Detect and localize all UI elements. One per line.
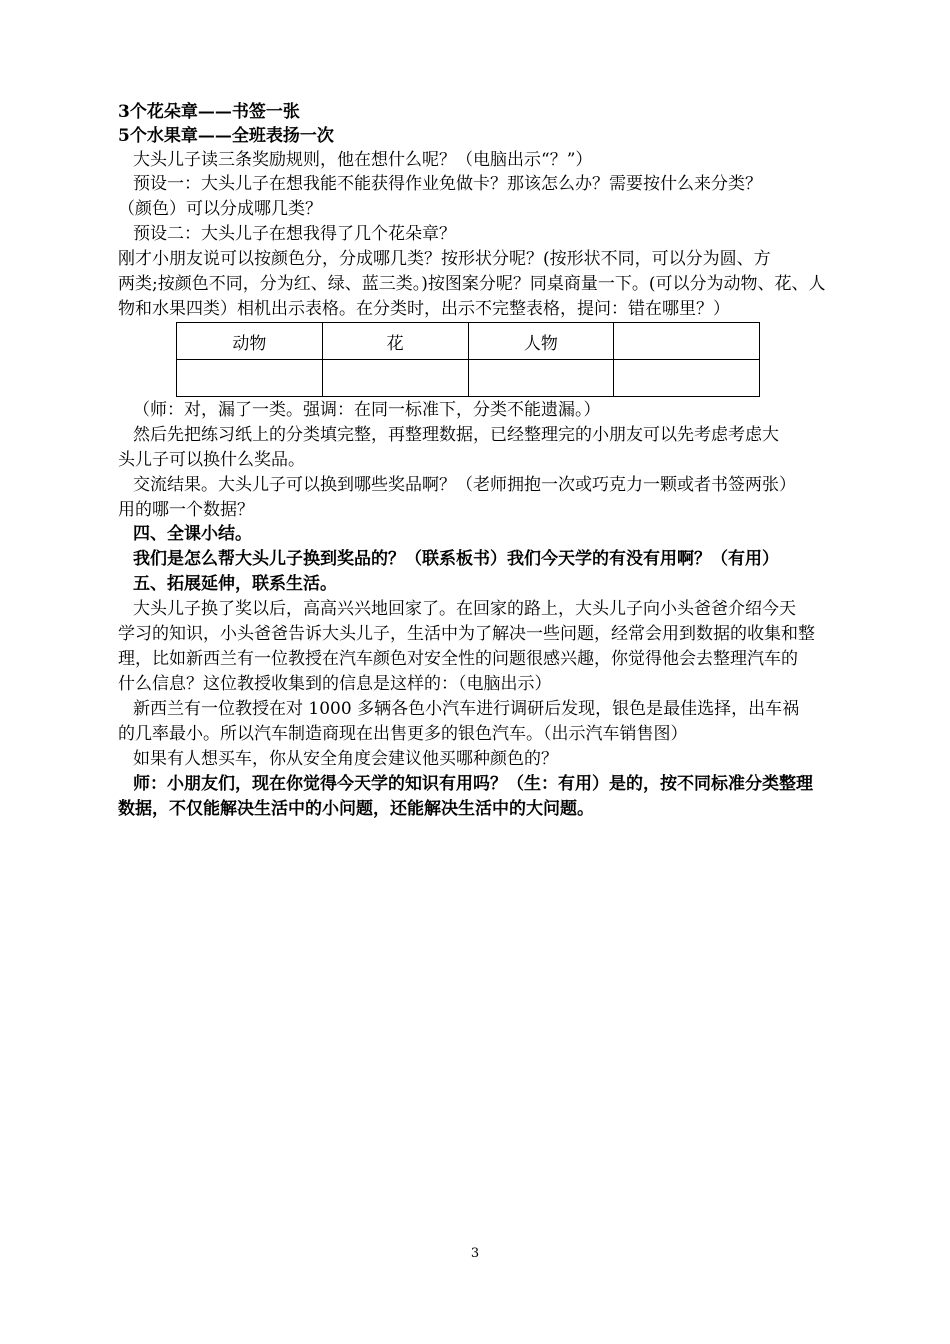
paragraph-line: 新西兰有一位教授在对 1000 多辆各色小汽车进行调研后发现，银色是最佳选择，出车祸 bbox=[133, 699, 800, 719]
classification-table bbox=[176, 322, 760, 397]
paragraph-line: 什么信息？这位教授收集到的信息是这样的：（电脑出示） bbox=[118, 674, 552, 694]
paragraph-line: 然后先把练习纸上的分类填完整，再整理数据，已经整理完的小朋友可以先考虑考虑大 bbox=[133, 425, 779, 445]
paragraph-line: 师：小朋友们，现在你觉得今天学的知识有用吗？（生：有用）是的，按不同标准分类整理 bbox=[133, 774, 813, 794]
paragraph-line: 预设二：大头儿子在想我得了几个花朵章？ bbox=[133, 224, 456, 244]
paragraph-line: 用的哪一个数据？ bbox=[118, 500, 254, 520]
paragraph-line: 头儿子可以换什么奖品。 bbox=[118, 450, 305, 470]
page-number: 3 bbox=[470, 1246, 480, 1261]
paragraph-line: 交流结果。大头儿子可以换到哪些奖品啊？（老师拥抱一次或巧克力一颗或者书签两张） bbox=[133, 475, 796, 495]
paragraph-line: 的几率最小。所以汽车制造商现在出售更多的银色汽车。（出示汽车销售图） bbox=[118, 724, 688, 744]
paragraph-line: 大头儿子读三条奖励规则，他在想什么呢？（电脑出示“？”） bbox=[133, 150, 593, 170]
reward-rule-fruit: 5个水果章——全班表扬一次 bbox=[118, 126, 334, 146]
table-header-cell: 花 bbox=[322, 323, 468, 360]
table-cell bbox=[468, 360, 614, 397]
table-header-cell: 人物 bbox=[468, 323, 614, 360]
table-cell bbox=[614, 360, 760, 397]
paragraph-line: 数据，不仅能解决生活中的小问题，还能解决生活中的大问题。 bbox=[118, 799, 594, 819]
paragraph-line: 两类;按颜色不同，分为红、绿、蓝三类。)按图案分呢？同桌商量一下。(可以分为动物、花、人 bbox=[118, 274, 826, 294]
table-header-cell: 动物 bbox=[177, 323, 323, 360]
table-row bbox=[177, 360, 760, 397]
paragraph-line: 我们是怎么帮大头儿子换到奖品的？（联系板书）我们今天学的有没有用啊？（有用） bbox=[133, 549, 779, 569]
paragraph-line: 大头儿子换了奖以后，高高兴兴地回家了。在回家的路上，大头儿子向小头爸爸介绍今天 bbox=[133, 599, 796, 619]
paragraph-line: （颜色）可以分成哪几类？ bbox=[118, 199, 322, 219]
table-cell bbox=[177, 360, 323, 397]
table-cell bbox=[322, 360, 468, 397]
paragraph-line: 学习的知识，小头爸爸告诉大头儿子，生活中为了解决一些问题，经常会用到数据的收集和整 bbox=[118, 624, 815, 644]
paragraph-line: 刚才小朋友说可以按颜色分，分成哪几类？按形状分呢？(按形状不同，可以分为圆、方 bbox=[118, 249, 771, 269]
paragraph-line: 物和水果四类）相机出示表格。在分类时，出示不完整表格，提问：错在哪里？） bbox=[118, 299, 730, 319]
table-header-row bbox=[177, 323, 760, 360]
section-heading-summary: 四、全课小结。 bbox=[133, 524, 252, 544]
section-heading-extension: 五、拓展延伸，联系生活。 bbox=[133, 574, 337, 594]
paragraph-line: 预设一：大头儿子在想我能不能获得作业免做卡？那该怎么办？需要按什么来分类？ bbox=[133, 174, 762, 194]
reward-rule-flower: 3个花朵章——书签一张 bbox=[118, 102, 300, 122]
paragraph-line: 如果有人想买车，你从安全角度会建议他买哪种颜色的？ bbox=[133, 749, 558, 769]
paragraph-line: 理，比如新西兰有一位教授在汽车颜色对安全性的问题很感兴趣，你觉得他会去整理汽车的 bbox=[118, 649, 798, 669]
paragraph-line: （师：对，漏了一类。强调：在同一标准下，分类不能遗漏。） bbox=[133, 400, 601, 420]
table-header-cell bbox=[614, 323, 760, 360]
